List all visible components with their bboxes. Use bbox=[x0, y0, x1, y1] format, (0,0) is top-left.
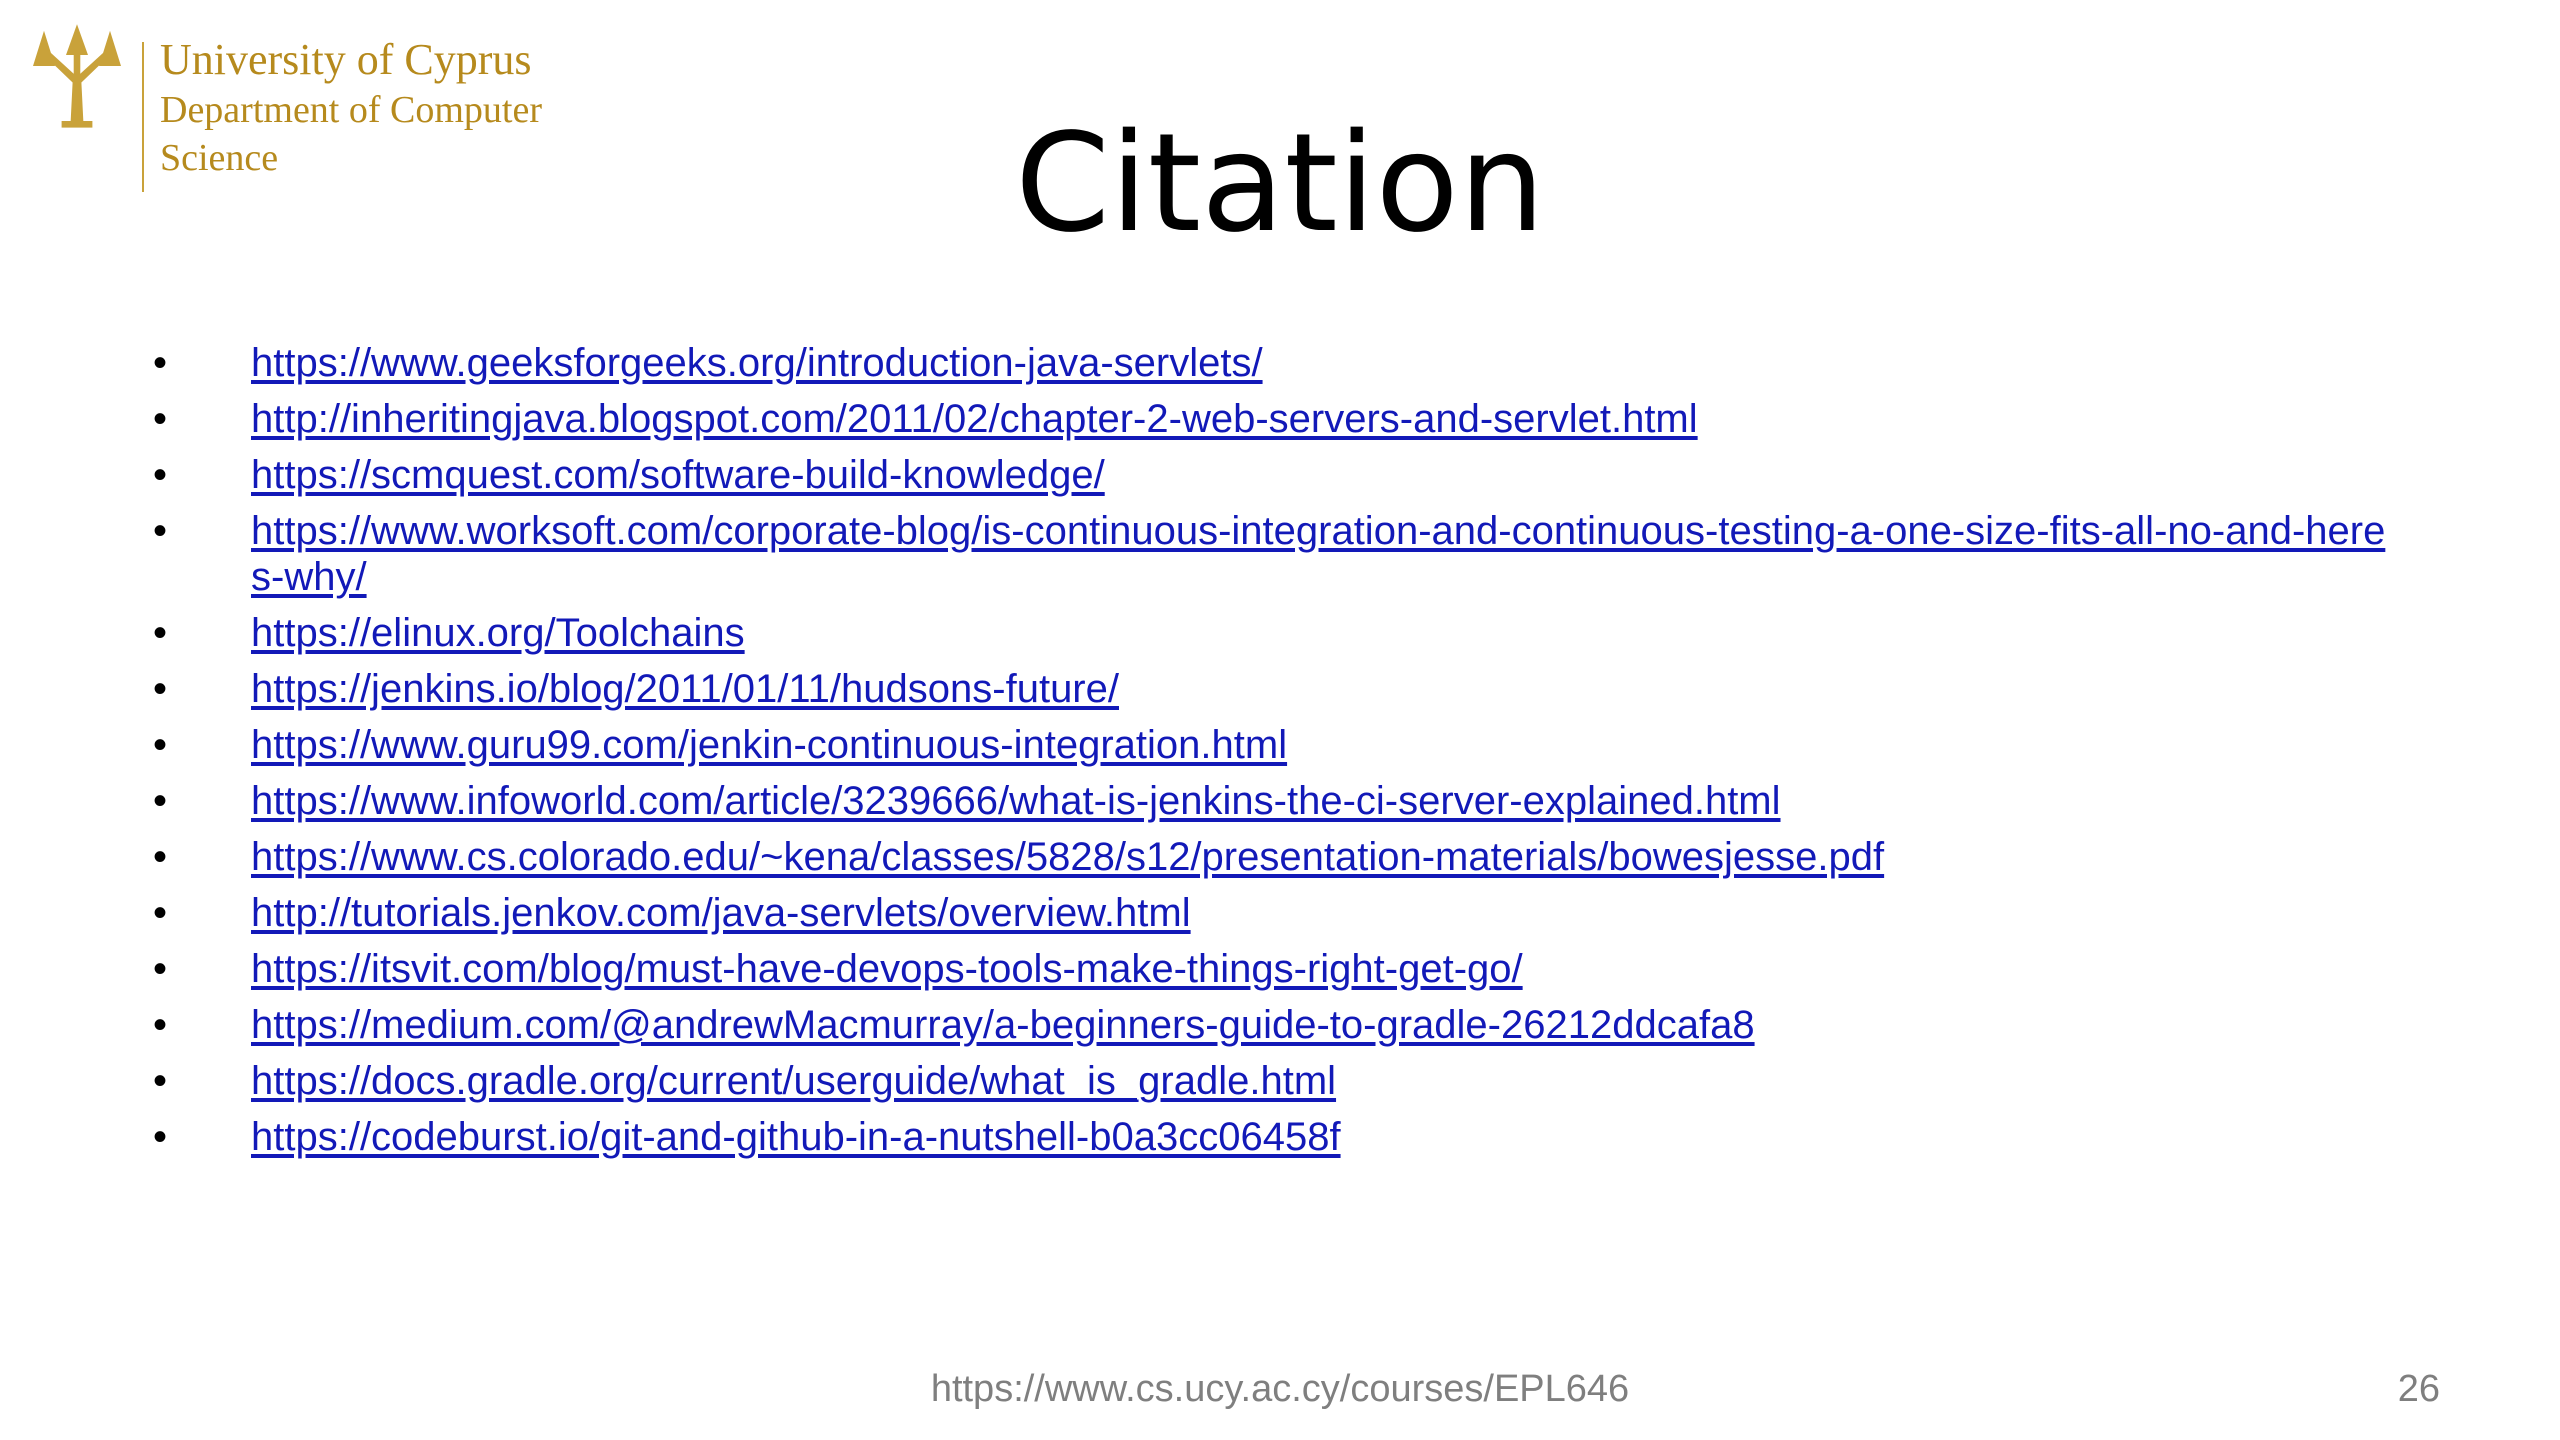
logo-department-name: Department of Computer bbox=[160, 89, 543, 132]
list-item bbox=[145, 452, 2405, 498]
citation-link[interactable]: https://www.worksoft.com/corporate-blog/is-continuous-integration-and-continuous-testing-a-one-size-fits-all-no-and-heres-why/ bbox=[251, 509, 2386, 599]
citation-link[interactable]: https://www.guru99.com/jenkin-continuous-integration.html bbox=[251, 723, 1288, 767]
citation-link[interactable]: https://www.infoworld.com/article/3239666/what-is-jenkins-the-ci-server-explained.html bbox=[251, 779, 1781, 823]
logo-department-name-cont: Science bbox=[160, 137, 279, 180]
list-item bbox=[145, 1114, 2405, 1160]
citation-link[interactable]: https://jenkins.io/blog/2011/01/11/hudsons-future/ bbox=[251, 667, 1119, 711]
list-item bbox=[145, 1002, 2405, 1048]
list-item bbox=[145, 666, 2405, 712]
list-item bbox=[145, 834, 2405, 880]
list-item bbox=[145, 946, 2405, 992]
citation-link[interactable]: https://codeburst.io/git-and-github-in-a-nutshell-b0a3cc06458f bbox=[251, 1115, 1341, 1159]
citation-link[interactable]: https://docs.gradle.org/current/userguide/what_is_gradle.html bbox=[251, 1059, 1337, 1103]
citation-link[interactable]: https://itsvit.com/blog/must-have-devops-tools-make-things-right-get-go/ bbox=[251, 947, 1523, 991]
page-number: 26 bbox=[2397, 1368, 2440, 1410]
slide-title: Citation bbox=[1015, 105, 1545, 263]
list-item bbox=[145, 610, 2405, 656]
citation-list bbox=[145, 340, 2405, 1170]
list-item bbox=[145, 778, 2405, 824]
list-item bbox=[145, 396, 2405, 442]
citation-link[interactable]: https://scmquest.com/software-build-knowledge/ bbox=[251, 453, 1105, 497]
citation-link[interactable]: https://elinux.org/Toolchains bbox=[251, 611, 745, 655]
citation-link[interactable]: https://www.cs.colorado.edu/~kena/classes/5828/s12/presentation-materials/bowesjesse.pdf bbox=[251, 835, 1885, 879]
list-item bbox=[145, 722, 2405, 768]
list-item bbox=[145, 340, 2405, 386]
list-item bbox=[145, 890, 2405, 936]
citation-link[interactable]: http://inheritingjava.blogspot.com/2011/02/chapter-2-web-servers-and-servlet.html bbox=[251, 397, 1698, 441]
citation-link[interactable]: http://tutorials.jenkov.com/java-servlets/overview.html bbox=[251, 891, 1191, 935]
citation-link[interactable]: https://medium.com/@andrewMacmurray/a-beginners-guide-to-gradle-26212ddcafa8 bbox=[251, 1003, 1755, 1047]
footer-url: https://www.cs.ucy.ac.cy/courses/EPL646 bbox=[930, 1368, 1630, 1410]
citation-link[interactable]: https://www.geeksforgeeks.org/introduction-java-servlets/ bbox=[251, 341, 1263, 385]
list-item bbox=[145, 508, 2405, 600]
list-item bbox=[145, 1058, 2405, 1104]
logo-university-name: University of Cyprus bbox=[160, 35, 532, 84]
